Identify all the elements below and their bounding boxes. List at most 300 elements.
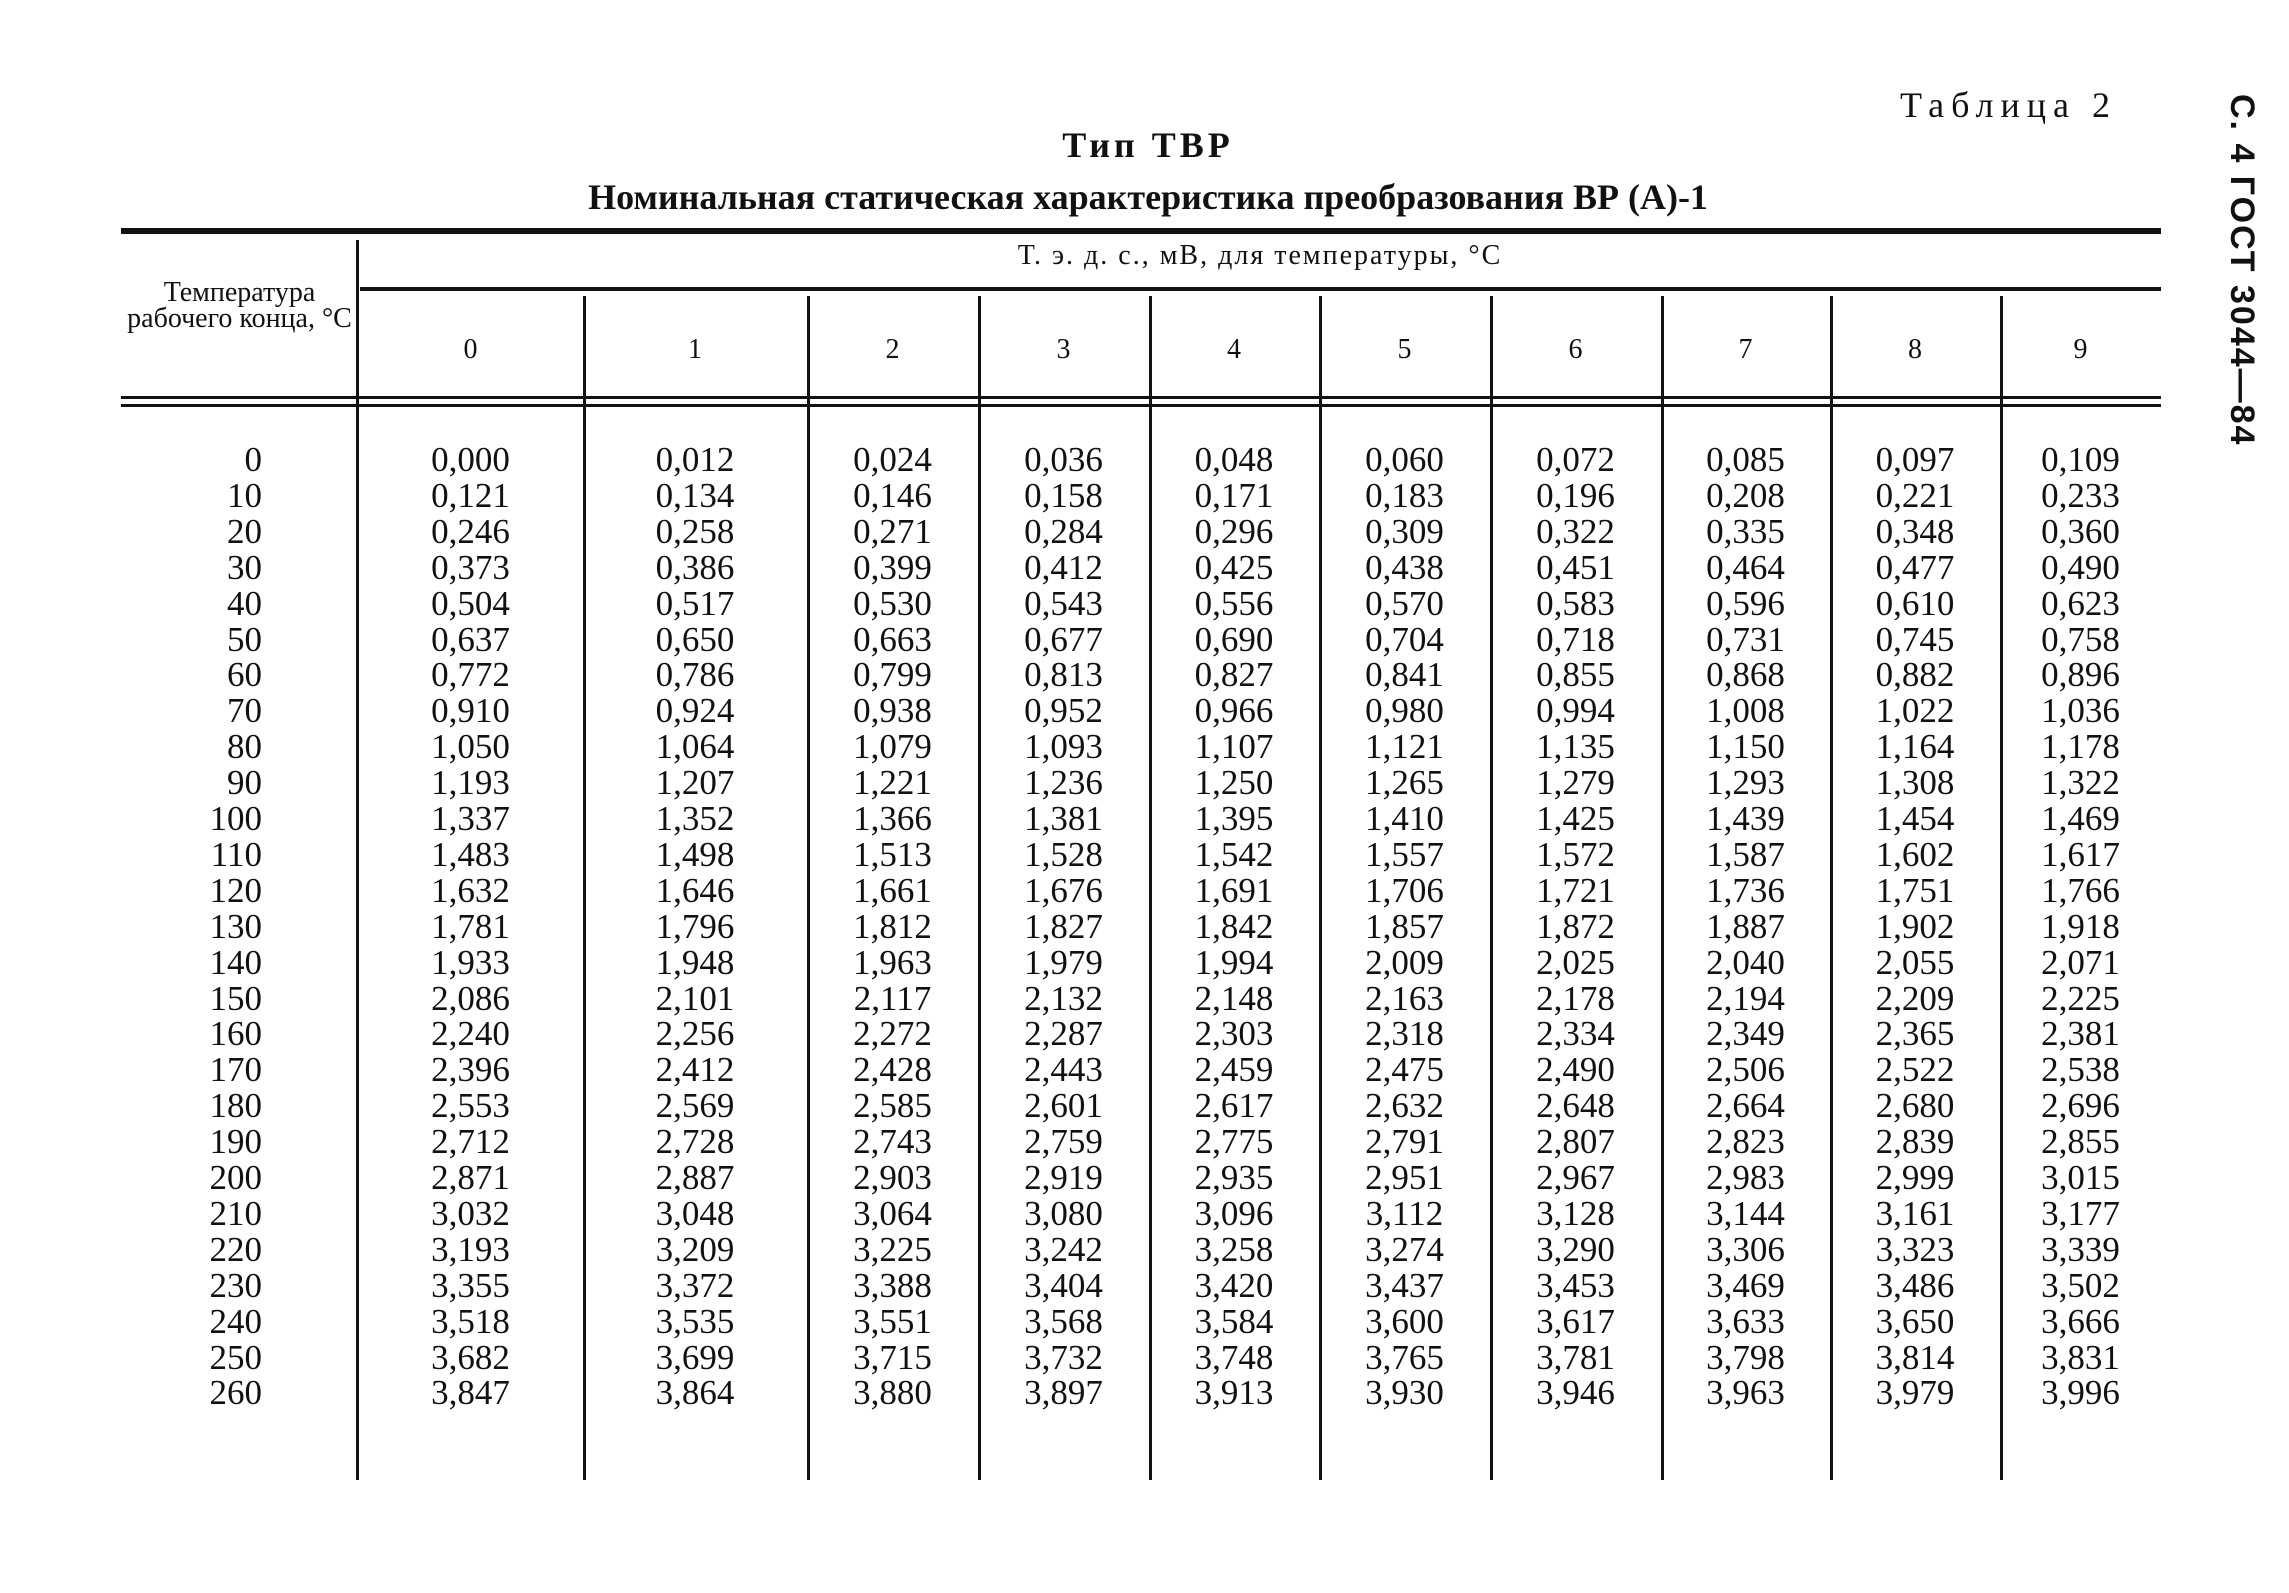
emf-cell: 2,490	[1536, 1050, 1615, 1090]
emf-cell: 0,490	[2041, 547, 2120, 587]
emf-cell: 2,101	[655, 978, 735, 1018]
emf-cell: 0,000	[431, 440, 510, 479]
emf-cell: 1,979	[1024, 942, 1103, 982]
emf-cell: 2,664	[1706, 1086, 1785, 1126]
emf-cell: 3,633	[1706, 1301, 1785, 1341]
emf-cell: 0,677	[1024, 619, 1103, 659]
emf-cell: 1,918	[2041, 906, 2120, 946]
emf-cell: 1,107	[1194, 727, 1274, 767]
emf-cell: 2,086	[431, 978, 510, 1018]
emf-cell: 3,518	[431, 1301, 510, 1341]
emf-cell: 2,071	[2041, 942, 2120, 982]
emf-cell: 1,796	[655, 906, 735, 946]
emf-cell: 0,596	[1706, 583, 1785, 623]
emf-cell: 0,296	[1194, 511, 1274, 551]
emf-cell: 3,242	[1024, 1229, 1103, 1269]
emf-cell: 0,623	[2041, 583, 2120, 623]
emf-cell: 2,712	[431, 1122, 510, 1162]
emf-cell: 2,412	[655, 1050, 735, 1090]
emf-cell: 3,193	[431, 1229, 510, 1269]
emf-cell: 3,258	[1194, 1229, 1274, 1269]
column-header-2: 2	[885, 334, 900, 365]
emf-cell: 1,498	[655, 834, 735, 874]
emf-cell: 2,617	[1194, 1086, 1274, 1126]
emf-cell: 2,381	[2041, 1014, 2120, 1054]
emf-cell: 1,857	[1365, 906, 1444, 946]
emf-cell: 2,743	[853, 1122, 932, 1162]
emf-cell: 2,040	[1706, 942, 1785, 982]
emf-cell: 1,178	[2041, 727, 2120, 767]
row-temperature: 260	[209, 1373, 262, 1413]
emf-cell: 3,617	[1536, 1301, 1615, 1341]
emf-cell: 2,728	[655, 1122, 735, 1162]
emf-cell: 3,650	[1875, 1301, 1955, 1341]
row-temperature: 150	[209, 978, 262, 1018]
emf-cell: 3,535	[655, 1301, 735, 1341]
emf-cell: 2,919	[1024, 1158, 1103, 1197]
emf-cell: 0,373	[431, 547, 510, 587]
emf-cell: 2,009	[1365, 942, 1444, 982]
row-temperature: 130	[209, 906, 262, 946]
row-temperature: 170	[209, 1050, 262, 1090]
emf-cell: 3,600	[1365, 1301, 1444, 1341]
group-header-rule	[360, 287, 2161, 291]
emf-cell: 3,420	[1194, 1265, 1274, 1305]
emf-cell: 3,765	[1365, 1337, 1444, 1377]
emf-cell: 1,193	[431, 763, 510, 803]
row-temperature: 110	[210, 834, 262, 874]
emf-cell: 1,469	[2041, 799, 2120, 838]
emf-cell: 3,209	[655, 1229, 735, 1269]
emf-cell: 1,721	[1536, 870, 1615, 910]
emf-cell: 3,568	[1024, 1301, 1103, 1341]
emf-cell: 0,855	[1536, 655, 1615, 695]
emf-cell: 3,404	[1024, 1265, 1103, 1305]
emf-cell: 3,584	[1194, 1301, 1274, 1341]
top-rule	[121, 228, 2161, 234]
row-temperature: 220	[209, 1229, 262, 1269]
emf-cell: 3,880	[853, 1373, 932, 1413]
emf-cell: 2,506	[1706, 1050, 1785, 1090]
emf-cell: 1,827	[1024, 906, 1103, 946]
emf-cell: 1,617	[2041, 834, 2120, 874]
emf-cell: 2,256	[655, 1014, 735, 1054]
emf-cell: 1,121	[1365, 727, 1444, 767]
emf-cell: 2,303	[1194, 1014, 1274, 1054]
type-title: Тип ТВР	[1062, 125, 1234, 165]
emf-cell: 2,240	[431, 1014, 510, 1054]
emf-cell: 0,718	[1536, 619, 1615, 659]
emf-cell: 0,134	[655, 475, 735, 515]
temperature-column-header: Температура рабочего конца, °С	[127, 277, 352, 334]
emf-cell: 1,164	[1875, 727, 1955, 767]
emf-cell: 1,948	[655, 942, 735, 982]
emf-cell: 1,135	[1536, 727, 1615, 767]
emf-cell: 1,265	[1365, 763, 1444, 803]
emf-cell: 3,748	[1194, 1337, 1274, 1377]
emf-cell: 2,349	[1706, 1014, 1785, 1054]
emf-cell: 2,967	[1536, 1158, 1615, 1197]
emf-cell: 3,388	[853, 1265, 932, 1305]
emf-cell: 1,454	[1875, 799, 1955, 838]
emf-cell: 3,913	[1194, 1373, 1274, 1413]
emf-cell: 0,477	[1875, 547, 1955, 587]
emf-cell: 1,250	[1194, 763, 1274, 803]
emf-cell: 0,171	[1194, 475, 1274, 515]
emf-cell: 0,258	[655, 511, 735, 551]
emf-cell: 2,839	[1875, 1122, 1955, 1162]
emf-cell: 1,279	[1536, 763, 1615, 803]
emf-cell: 0,663	[853, 619, 932, 659]
emf-cell: 0,121	[431, 475, 510, 515]
emf-cell: 0,360	[2041, 511, 2120, 551]
emf-cell: 0,183	[1365, 475, 1444, 515]
emf-cell: 2,272	[853, 1014, 932, 1054]
emf-cell: 3,715	[853, 1337, 932, 1377]
row-temperature: 60	[227, 655, 262, 695]
emf-cell: 2,855	[2041, 1122, 2120, 1162]
emf-cell: 1,933	[431, 942, 510, 982]
emf-cell: 1,691	[1194, 870, 1274, 910]
emf-cell: 2,871	[431, 1158, 510, 1197]
emf-cell: 1,751	[1875, 870, 1955, 910]
emf-cell: 3,551	[853, 1301, 932, 1341]
emf-cell: 1,381	[1024, 799, 1103, 838]
emf-cell: 3,666	[2041, 1301, 2120, 1341]
emf-cell: 1,766	[2041, 870, 2120, 910]
emf-cell: 0,196	[1536, 475, 1615, 515]
emf-cell: 3,306	[1706, 1229, 1785, 1269]
row-temperature: 80	[227, 727, 262, 767]
row-temperature: 160	[209, 1014, 262, 1054]
emf-cell: 1,602	[1875, 834, 1955, 874]
emf-cell: 0,882	[1875, 655, 1955, 695]
emf-cell: 3,486	[1875, 1265, 1955, 1305]
row-temperature: 230	[209, 1265, 262, 1305]
emf-cell: 2,601	[1024, 1086, 1103, 1126]
emf-cell: 3,963	[1706, 1373, 1785, 1413]
emf-cell: 2,225	[2041, 978, 2120, 1018]
emf-cell: 0,994	[1536, 691, 1615, 731]
row-temperature: 0	[244, 440, 262, 479]
emf-cell: 2,287	[1024, 1014, 1103, 1054]
page-header-side: С. 4 ГОСТ 3044—84	[2223, 94, 2261, 447]
emf-cell: 1,352	[655, 799, 735, 838]
emf-cell: 3,177	[2041, 1193, 2120, 1233]
emf-cell: 2,055	[1875, 942, 1955, 982]
emf-cell: 1,572	[1536, 834, 1615, 874]
emf-cell: 2,935	[1194, 1158, 1274, 1197]
row-temperature: 140	[209, 942, 262, 982]
emf-cell: 2,194	[1706, 978, 1785, 1018]
emf-cell: 0,731	[1706, 619, 1785, 659]
emf-cell: 1,207	[655, 763, 735, 803]
emf-cell: 1,661	[853, 870, 932, 910]
table-number-label: Таблица 2	[1900, 85, 2117, 125]
emf-cell: 2,365	[1875, 1014, 1955, 1054]
emf-cell: 3,864	[655, 1373, 735, 1413]
emf-cell: 0,966	[1194, 691, 1274, 731]
row-temperature: 240	[209, 1301, 262, 1341]
emf-cell: 1,994	[1194, 942, 1274, 982]
column-header-0: 0	[463, 334, 478, 365]
emf-cell: 2,680	[1875, 1086, 1955, 1126]
emf-cell: 0,024	[853, 440, 932, 479]
emf-cell: 0,451	[1536, 547, 1615, 587]
emf-cell: 3,112	[1365, 1193, 1444, 1233]
emf-cell: 1,366	[853, 799, 932, 838]
row-temperature: 210	[209, 1193, 262, 1233]
emf-cell: 0,335	[1706, 511, 1785, 551]
emf-cell: 1,322	[2041, 763, 2120, 803]
emf-cell: 2,334	[1536, 1014, 1615, 1054]
emf-cell: 2,178	[1536, 978, 1615, 1018]
emf-cell: 1,395	[1194, 799, 1274, 838]
emf-cell: 2,553	[431, 1086, 510, 1126]
emf-cell: 0,208	[1706, 475, 1785, 515]
row-temperature: 190	[209, 1122, 262, 1162]
emf-cell: 0,464	[1706, 547, 1785, 587]
header-double-rule-bottom	[121, 404, 2161, 407]
emf-cell: 0,650	[655, 619, 735, 659]
emf-cell: 2,117	[853, 978, 932, 1018]
emf-cell: 1,410	[1365, 799, 1444, 838]
row-temperature: 70	[227, 691, 262, 731]
emf-cell: 3,015	[2041, 1158, 2120, 1197]
emf-cell: 1,008	[1706, 691, 1785, 731]
emf-cell: 3,144	[1706, 1193, 1785, 1233]
emf-cell: 2,696	[2041, 1086, 2120, 1126]
emf-cell: 3,161	[1875, 1193, 1955, 1233]
emf-cell: 2,903	[853, 1158, 932, 1197]
header-double-rule-top	[121, 396, 2161, 399]
emf-cell: 1,781	[431, 906, 510, 946]
emf-cell: 1,842	[1194, 906, 1274, 946]
emf-cell: 0,072	[1536, 440, 1615, 479]
emf-cell: 0,896	[2041, 655, 2120, 695]
emf-cell: 0,841	[1365, 655, 1444, 695]
emf-cell: 3,032	[431, 1193, 510, 1233]
column-header-4: 4	[1227, 334, 1241, 365]
emf-cell: 3,847	[431, 1373, 510, 1413]
emf-cell: 0,221	[1875, 475, 1955, 515]
emf-cell: 3,469	[1706, 1265, 1785, 1305]
column-header-6: 6	[1568, 334, 1583, 365]
emf-cell: 3,930	[1365, 1373, 1444, 1413]
row-temperature: 90	[227, 763, 262, 803]
emf-cell: 1,425	[1536, 799, 1615, 838]
emf-cell: 2,791	[1365, 1122, 1444, 1162]
emf-cell: 3,048	[655, 1193, 735, 1233]
emf-cell: 3,080	[1024, 1193, 1103, 1233]
emf-cell: 0,637	[431, 619, 510, 659]
emf-cell: 3,437	[1365, 1265, 1444, 1305]
emf-cell: 0,745	[1875, 619, 1955, 659]
emf-cell: 0,386	[655, 547, 735, 587]
emf-cell: 2,759	[1024, 1122, 1103, 1162]
emf-cell: 3,814	[1875, 1337, 1955, 1377]
emf-cell: 1,064	[655, 727, 735, 767]
emf-cell: 0,704	[1365, 619, 1444, 659]
emf-cell: 0,570	[1365, 583, 1444, 623]
emf-cell: 0,438	[1365, 547, 1444, 587]
emf-cell: 2,148	[1194, 978, 1274, 1018]
emf-cell: 2,999	[1875, 1158, 1955, 1197]
emf-cell: 0,924	[655, 691, 735, 731]
emf-cell: 0,504	[431, 583, 510, 623]
emf-cell: 0,786	[655, 655, 735, 695]
emf-cell: 0,085	[1706, 440, 1785, 479]
emf-cell: 3,996	[2041, 1373, 2120, 1413]
emf-cell: 0,322	[1536, 511, 1615, 551]
emf-cell: 0,772	[431, 655, 510, 695]
emf-cell: 2,428	[853, 1050, 932, 1090]
emf-cell: 0,530	[853, 583, 932, 623]
emf-cell: 0,109	[2041, 440, 2120, 479]
emf-cell: 3,128	[1536, 1193, 1615, 1233]
emf-cell: 1,676	[1024, 870, 1103, 910]
emf-cell: 2,983	[1706, 1158, 1785, 1197]
row-temperature: 50	[227, 619, 262, 659]
emf-cell: 1,513	[853, 834, 932, 874]
emf-cell: 3,979	[1875, 1373, 1955, 1413]
emf-cell: 0,309	[1365, 511, 1444, 551]
emf-cell: 1,528	[1024, 834, 1103, 874]
emf-cell: 0,284	[1024, 511, 1103, 551]
emf-cell: 1,963	[853, 942, 932, 982]
emf-cell: 3,502	[2041, 1265, 2120, 1305]
emf-cell: 1,036	[2041, 691, 2120, 731]
emf-cell: 0,980	[1365, 691, 1444, 731]
row-temperature: 250	[209, 1337, 262, 1377]
emf-cell: 2,775	[1194, 1122, 1274, 1162]
emf-cell: 0,399	[853, 547, 932, 587]
row-temperature: 20	[227, 511, 262, 551]
emf-cell: 3,781	[1536, 1337, 1615, 1377]
emf-cell: 0,910	[431, 691, 510, 731]
emf-cell: 1,293	[1706, 763, 1785, 803]
emf-cell: 0,060	[1365, 440, 1444, 479]
emf-cell: 0,517	[655, 583, 735, 623]
emf-cell: 3,699	[655, 1337, 735, 1377]
emf-cell: 0,690	[1194, 619, 1274, 659]
row-temperature: 120	[209, 870, 262, 910]
emf-cell: 1,236	[1024, 763, 1103, 803]
emf-cell: 3,732	[1024, 1337, 1103, 1377]
emf-cell: 1,706	[1365, 870, 1444, 910]
column-header-1: 1	[688, 334, 702, 365]
emf-cell: 1,887	[1706, 906, 1785, 946]
emf-cell: 2,132	[1024, 978, 1103, 1018]
emf-cell: 3,946	[1536, 1373, 1615, 1413]
emf-cell: 3,798	[1706, 1337, 1785, 1377]
emf-cell: 0,146	[853, 475, 932, 515]
row-temperature: 100	[209, 799, 262, 838]
emf-cell: 1,308	[1875, 763, 1955, 803]
emf-cell: 0,827	[1194, 655, 1274, 695]
emf-cell: 2,025	[1536, 942, 1615, 982]
emf-cell: 0,097	[1875, 440, 1955, 479]
emf-cell: 1,483	[431, 834, 510, 874]
column-header-9: 9	[2073, 334, 2088, 365]
emf-cell: 3,274	[1365, 1229, 1444, 1269]
emf-cell: 3,831	[2041, 1337, 2120, 1377]
emf-cell: 0,271	[853, 511, 932, 551]
emf-cell: 0,610	[1875, 583, 1955, 623]
emf-cell: 1,150	[1706, 727, 1785, 767]
emf-cell: 1,337	[431, 799, 510, 838]
emf-cell: 2,209	[1875, 978, 1955, 1018]
emf-cell: 1,093	[1024, 727, 1103, 767]
column-header-3: 3	[1056, 334, 1071, 365]
emf-cell: 0,556	[1194, 583, 1274, 623]
emf-cell: 2,396	[431, 1050, 510, 1090]
emf-cell: 2,318	[1365, 1014, 1444, 1054]
emf-cell: 1,022	[1875, 691, 1955, 731]
emf-cell: 3,339	[2041, 1229, 2120, 1269]
emf-cell: 1,542	[1194, 834, 1274, 874]
row-temperature: 180	[209, 1086, 262, 1126]
emf-cell: 3,064	[853, 1193, 932, 1233]
emf-cell: 0,246	[431, 511, 510, 551]
emf-cell: 0,425	[1194, 547, 1274, 587]
emf-cell: 3,290	[1536, 1229, 1615, 1269]
table-title: Номинальная статическая характеристика преобразования ВР (А)-1	[588, 177, 1708, 217]
emf-cell: 2,807	[1536, 1122, 1615, 1162]
emf-cell: 2,887	[655, 1158, 735, 1197]
emf-cell: 0,412	[1024, 547, 1103, 587]
row-temperature: 10	[227, 475, 262, 515]
emf-cell: 2,632	[1365, 1086, 1444, 1126]
emf-cell: 0,158	[1024, 475, 1103, 515]
emf-cell: 0,012	[655, 440, 735, 479]
emf-cell: 1,902	[1875, 906, 1955, 946]
emf-cell: 1,587	[1706, 834, 1785, 874]
emf-cell: 1,632	[431, 870, 510, 910]
emf-cell: 0,938	[853, 691, 932, 731]
emf-cell: 0,952	[1024, 691, 1103, 731]
emf-cell: 1,221	[853, 763, 932, 803]
emf-cell: 0,048	[1194, 440, 1274, 479]
emf-cell: 2,585	[853, 1086, 932, 1126]
emf-cell: 2,475	[1365, 1050, 1444, 1090]
emf-cell: 2,163	[1365, 978, 1444, 1018]
emf-cell: 1,079	[853, 727, 932, 767]
emf-cell: 0,758	[2041, 619, 2120, 659]
emf-cell: 1,736	[1706, 870, 1785, 910]
emf-cell: 1,812	[853, 906, 932, 946]
emf-cell: 0,233	[2041, 475, 2120, 515]
column-header-5: 5	[1397, 334, 1412, 365]
row-temperature: 30	[227, 547, 262, 587]
emf-cell: 3,355	[431, 1265, 510, 1305]
emf-group-header: Т. э. д. с., мВ, для температуры, °С	[1017, 240, 1503, 271]
emf-cell: 2,951	[1365, 1158, 1444, 1197]
emf-cell: 3,682	[431, 1337, 510, 1377]
emf-cell: 0,348	[1875, 511, 1955, 551]
emf-cell: 0,799	[853, 655, 932, 695]
emf-cell: 0,543	[1024, 583, 1103, 623]
emf-cell: 3,453	[1536, 1265, 1615, 1305]
emf-cell: 2,443	[1024, 1050, 1103, 1090]
row-temperature: 200	[209, 1158, 262, 1197]
column-header-7: 7	[1738, 334, 1753, 365]
emf-cell: 0,813	[1024, 655, 1103, 695]
emf-cell: 3,897	[1024, 1373, 1103, 1413]
emf-cell: 2,459	[1194, 1050, 1274, 1090]
emf-cell: 0,583	[1536, 583, 1615, 623]
column-header-8: 8	[1908, 334, 1922, 365]
